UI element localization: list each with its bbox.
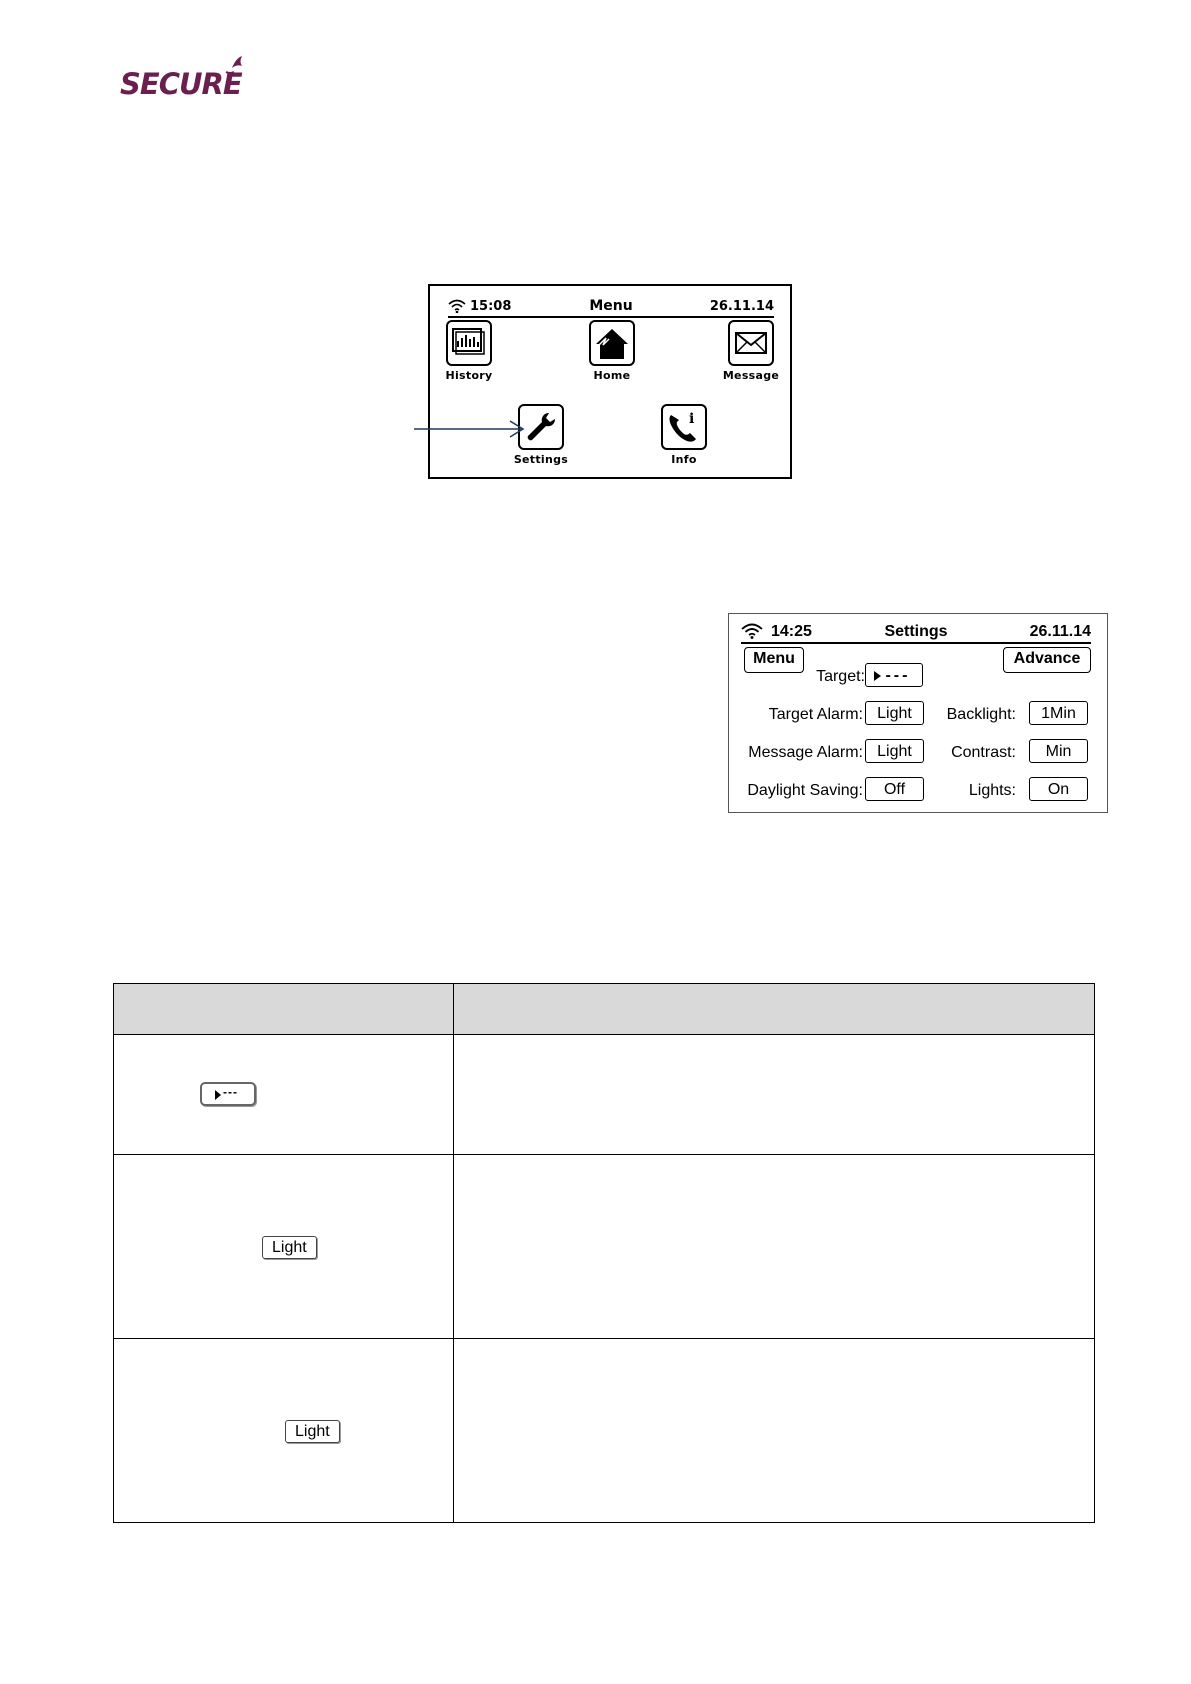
- target-option[interactable]: [865, 663, 923, 687]
- secure-logo: [118, 56, 268, 102]
- contrast-option[interactable]: Min: [1029, 739, 1088, 763]
- daylight-saving-option[interactable]: Off: [865, 777, 924, 801]
- table-header-cell: [114, 984, 454, 1035]
- info-label: Info: [671, 453, 697, 466]
- clock: 14:25: [771, 623, 812, 640]
- target-chip: [200, 1082, 256, 1106]
- target-chip-value: ---: [223, 1085, 238, 1099]
- advance-button[interactable]: Advance: [1003, 647, 1091, 673]
- contrast-label: Contrast:: [951, 744, 1016, 761]
- svg-text:SECURE: SECURE: [120, 67, 242, 101]
- target-alarm-option[interactable]: Light: [865, 701, 924, 725]
- history-label: History: [445, 369, 493, 382]
- table-cell: [114, 1155, 454, 1339]
- daylight-saving-label: Daylight Saving:: [747, 782, 863, 799]
- menu-status-bar: [448, 298, 774, 318]
- settings-label: Settings: [513, 453, 569, 466]
- backlight-option[interactable]: 1Min: [1029, 701, 1088, 725]
- table-cell: [454, 1155, 1095, 1339]
- message-alarm-label: Message Alarm:: [748, 744, 863, 761]
- info-phone-icon: [661, 404, 707, 450]
- table-row: [114, 1035, 1095, 1155]
- home-icon: [589, 320, 635, 366]
- light-chip: Light: [262, 1236, 317, 1259]
- menu-button[interactable]: Menu: [744, 647, 804, 673]
- svg-text:i: i: [689, 411, 695, 427]
- screen-title: Menu: [589, 298, 633, 314]
- history-icon: [446, 320, 492, 366]
- target-value: ---: [885, 667, 911, 684]
- target-label: Target:: [816, 668, 865, 685]
- settings-status-bar: [741, 622, 1091, 644]
- lights-label: Lights:: [968, 782, 1016, 799]
- target-alarm-label: Target Alarm:: [768, 706, 863, 723]
- table-cell: [114, 1339, 454, 1523]
- table-cell: [454, 1035, 1095, 1155]
- home-app[interactable]: [567, 320, 657, 382]
- play-icon: [215, 1090, 221, 1100]
- clock: 15:08: [470, 299, 512, 314]
- message-app[interactable]: [706, 320, 796, 382]
- message-label: Message: [722, 369, 780, 382]
- lights-option[interactable]: On: [1029, 777, 1088, 801]
- table-header-row: [114, 984, 1095, 1035]
- home-label: Home: [593, 369, 631, 382]
- message-alarm-option[interactable]: Light: [865, 739, 924, 763]
- info-app[interactable]: [639, 404, 729, 466]
- pointer-arrow-icon: [414, 419, 526, 439]
- settings-screen: [728, 613, 1108, 813]
- menu-screen: [428, 284, 792, 479]
- light-chip: Light: [285, 1420, 340, 1443]
- table-row: [114, 1155, 1095, 1339]
- table-cell: [454, 1339, 1095, 1523]
- play-icon: [874, 671, 881, 681]
- date: 26.11.14: [1029, 623, 1091, 640]
- table-header-cell: [454, 984, 1095, 1035]
- backlight-label: Backlight:: [946, 706, 1016, 723]
- date: 26.11.14: [709, 299, 774, 314]
- message-icon: [728, 320, 774, 366]
- settings-description-table: [113, 983, 1095, 1523]
- history-app[interactable]: [424, 320, 514, 382]
- table-row: [114, 1339, 1095, 1523]
- table-cell: [114, 1035, 454, 1155]
- screen-title: Settings: [884, 623, 948, 640]
